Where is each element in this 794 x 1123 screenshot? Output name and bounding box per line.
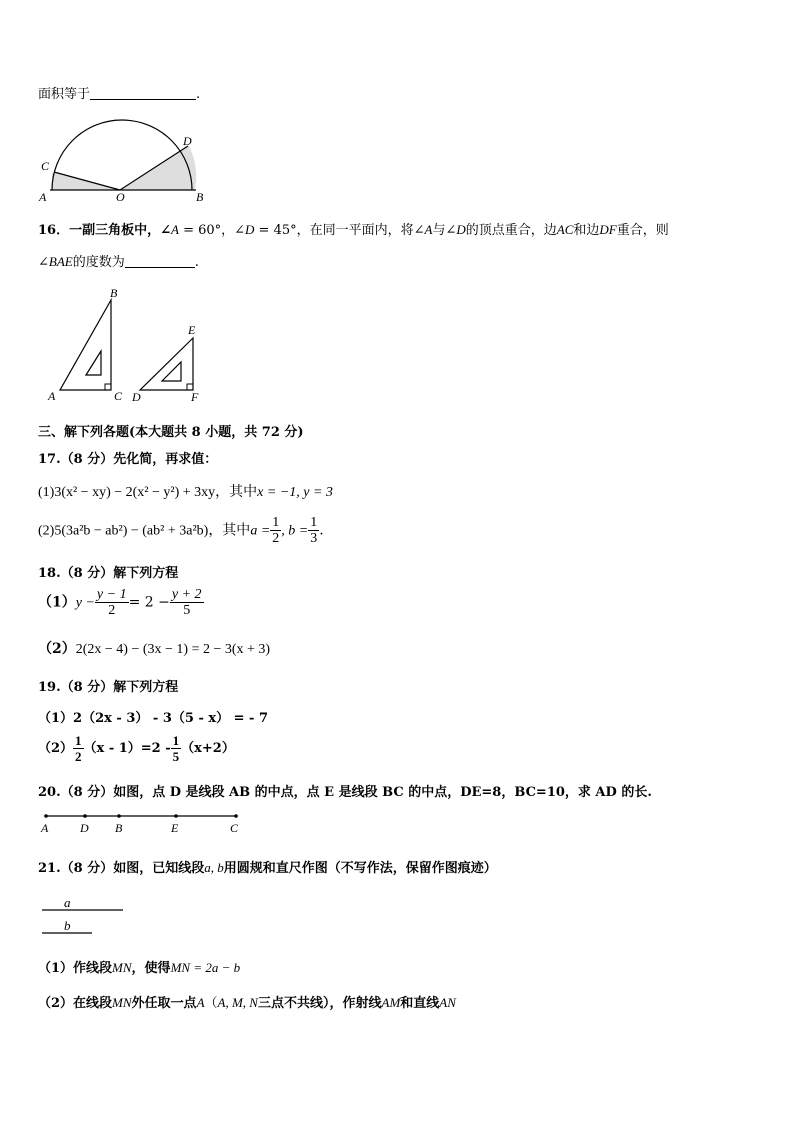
q19-p2-num1: 1 bbox=[75, 733, 82, 748]
label-c20: C bbox=[230, 821, 239, 835]
q17-p2-b-den: 3 bbox=[310, 531, 318, 546]
q18-p1-label: （1） bbox=[38, 594, 76, 611]
q16-var-a: A bbox=[170, 222, 179, 237]
q21-p2-am: AM bbox=[381, 995, 401, 1010]
q18-p2-expr: 2(2x − 4) − (3x − 1) = 2 − 3(x + 3) bbox=[75, 642, 271, 657]
label-a20: A bbox=[41, 821, 49, 835]
q19-p2-num2: 1 bbox=[172, 733, 180, 748]
q16-var-a2: A bbox=[424, 222, 433, 237]
q18-heading: 18.（8 分）解下列方程 bbox=[38, 566, 179, 581]
q18-p1-den1: 2 bbox=[108, 603, 116, 618]
q16-text-c: = 45°，在同一平面内，将∠ bbox=[254, 223, 425, 238]
label-f16: F bbox=[191, 390, 199, 404]
q19-p2-mid: （x - 1）=2 - bbox=[83, 741, 171, 756]
q18-p1-y: y − bbox=[75, 595, 95, 611]
label-d: D bbox=[183, 134, 192, 148]
q15-end: . bbox=[196, 87, 201, 102]
q17-p2-b: , b = bbox=[281, 523, 309, 539]
q17-p2-end: . bbox=[319, 522, 324, 539]
q17-p2-a-den: 2 bbox=[272, 531, 280, 546]
q21-p2-mid: 外任取一点 bbox=[131, 996, 197, 1011]
q16-end: . bbox=[194, 255, 199, 270]
q19-p2-end: （x+2） bbox=[181, 741, 235, 756]
q17-p2-a: a = bbox=[250, 523, 271, 539]
label-c16: C bbox=[114, 389, 123, 403]
q17-p1-cond: x = −1, y = 3 bbox=[257, 485, 333, 500]
q18-p1-den2: 5 bbox=[183, 603, 191, 618]
q21-p1-mn: MN bbox=[112, 960, 132, 975]
label-seg-b: b bbox=[64, 918, 71, 933]
q21-p1-expr: MN = 2a − b bbox=[170, 960, 241, 975]
q19-p2-den1: 2 bbox=[75, 749, 82, 764]
q16-var-d2: D bbox=[456, 222, 466, 237]
q17-p1-cond-label: ，其中 bbox=[215, 484, 258, 500]
q21-p1-mid: ，使得 bbox=[131, 961, 171, 976]
label-b20: B bbox=[115, 821, 123, 835]
label-d20: D bbox=[80, 821, 89, 835]
label-seg-a: a bbox=[64, 895, 71, 910]
q21-p2-a: A bbox=[196, 995, 205, 1010]
label-b: B bbox=[196, 190, 204, 204]
q21-part1 bbox=[38, 957, 240, 976]
q19-p2-label: （2） bbox=[38, 741, 74, 756]
label-o: O bbox=[116, 190, 125, 204]
label-a: A bbox=[39, 190, 47, 204]
label-e16: E bbox=[188, 323, 196, 337]
q17-p1-expr: (1)3(x² − xy) − 2(x² − y²) + 3xy bbox=[38, 485, 216, 500]
q16-text-g: 重合，则 bbox=[616, 223, 669, 238]
q21-head-a: 21.（8 分）如图，已知线段 bbox=[38, 861, 205, 876]
q17-p2-b-num: 1 bbox=[310, 515, 318, 530]
q16-var-ac: AC bbox=[556, 222, 574, 237]
q15-tail-text: 面积等于 bbox=[38, 87, 91, 102]
q18-p1-num2: y + 2 bbox=[171, 587, 202, 602]
q16-var-bae: BAE bbox=[48, 254, 73, 269]
q17-heading: 17.（8 分）先化简，再求值： bbox=[38, 452, 218, 467]
q21-p2-label: （2）在线段 bbox=[38, 996, 113, 1011]
label-c: C bbox=[41, 159, 50, 173]
q19-heading: 19.（8 分）解下列方程 bbox=[38, 680, 179, 695]
q21-p2-paren-b: 三点不共线），作射线 bbox=[257, 996, 382, 1011]
q20-text: 20.（8 分）如图，点 D 是线段 AB 的中点，点 E 是线段 BC 的中点，DE=8，BC=10，求 AD 的长. bbox=[38, 785, 652, 800]
q16-text-f: 和边 bbox=[573, 223, 600, 238]
q16-text-a: 16．一副三角板中，∠ bbox=[38, 223, 171, 238]
q19-p2-den2: 5 bbox=[172, 749, 180, 764]
q21-p2-and: 和直线 bbox=[400, 996, 440, 1011]
q16-text-d: 与∠ bbox=[432, 223, 457, 238]
q16-angle-sign: ∠ bbox=[38, 255, 49, 270]
q21-part2 bbox=[38, 992, 456, 1011]
q19-part1: （1）2（2x - 3） - 3（5 - x） = - 7 bbox=[38, 711, 269, 726]
q21-p2-mn: MN bbox=[112, 995, 132, 1010]
q16-text-b: = 60°，∠ bbox=[178, 223, 246, 238]
q17-p2-a-num: 1 bbox=[272, 515, 280, 530]
label-e20: E bbox=[171, 821, 179, 835]
q18-p2-label: （2） bbox=[38, 641, 76, 657]
q21-p2-an: AN bbox=[439, 995, 456, 1010]
q16-var-df: DF bbox=[599, 222, 617, 237]
q18-p1-mid: = 2 − bbox=[128, 594, 170, 611]
q16-text-e: 的顶点重合，边 bbox=[465, 223, 557, 238]
q16-text-h: 的度数为 bbox=[72, 255, 125, 270]
q21-p2-paren-a: （ bbox=[204, 996, 218, 1011]
q21-p1-label: （1）作线段 bbox=[38, 961, 113, 976]
q21-head-ab: a, b bbox=[204, 860, 224, 875]
label-b16: B bbox=[110, 286, 118, 300]
q17-p2-expr: (2)5(3a²b − ab²) − (ab² + 3a²b) bbox=[38, 523, 209, 539]
q16-var-d: D bbox=[245, 222, 255, 237]
q17-p2-cond-label: ，其中 bbox=[208, 522, 251, 539]
label-a16: A bbox=[48, 389, 56, 403]
section-3-heading: 三、解下列各题(本大题共 8 小题，共 72 分) bbox=[38, 425, 304, 440]
q21-p2-amn: A, M, N bbox=[217, 995, 258, 1010]
q18-p1-num1: y − 1 bbox=[96, 587, 127, 602]
q21-head-b: 用圆规和直尺作图（不写作法，保留作图痕迹） bbox=[223, 861, 497, 876]
label-d16: D bbox=[132, 390, 141, 404]
